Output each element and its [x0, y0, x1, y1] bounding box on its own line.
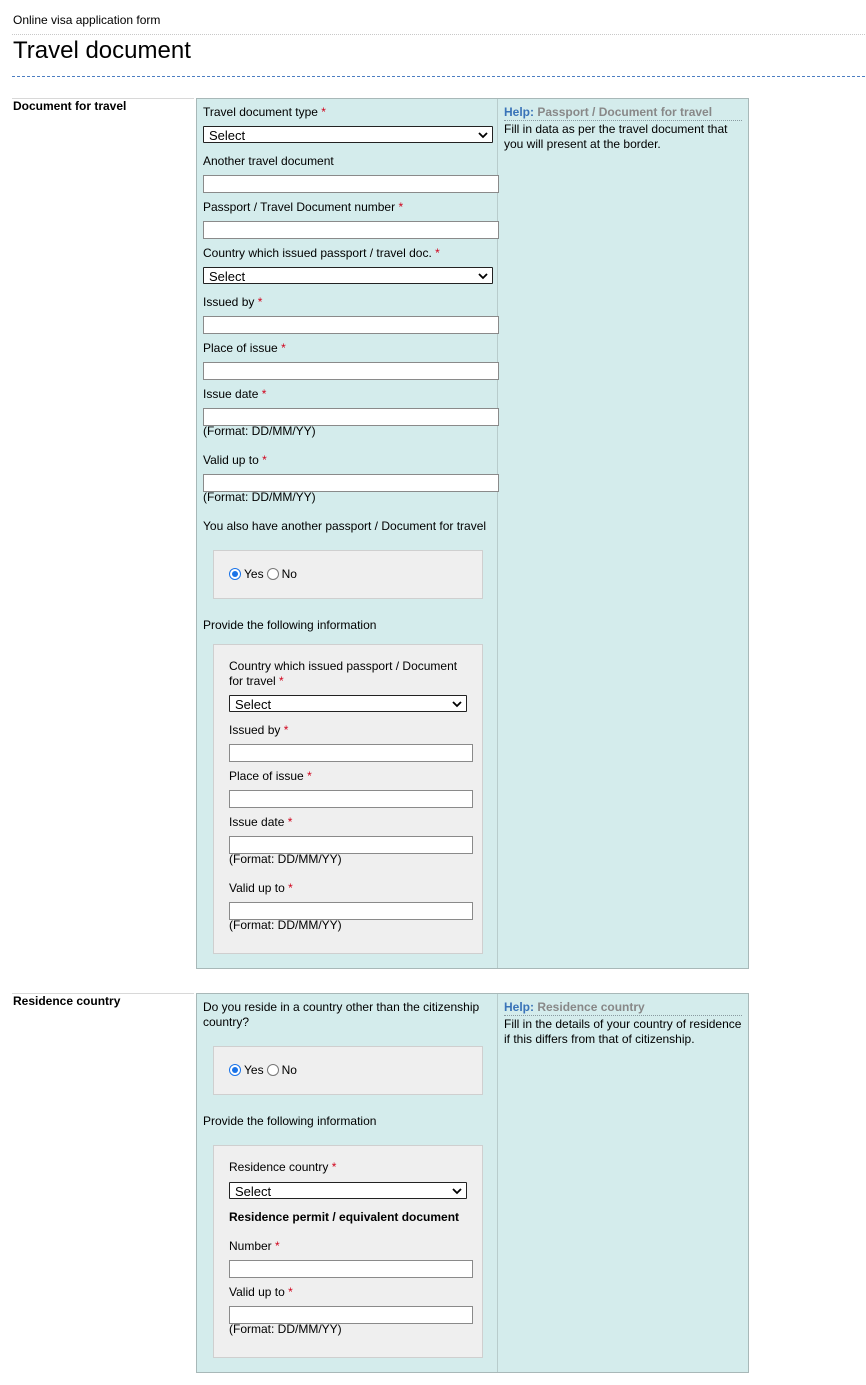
title-rule: [12, 76, 865, 77]
help-residence-country: [504, 994, 742, 1047]
radio-group-reside: [229, 1063, 297, 1077]
radio-yes-label: Yes: [244, 1063, 264, 1077]
radio-no-label: No: [281, 567, 297, 581]
permit-number-label: Number *: [229, 1239, 280, 1253]
page-title: Travel document: [13, 37, 191, 64]
doc-type-label: Travel document type *: [203, 105, 326, 119]
residence-permit-heading: Residence permit / equivalent document: [229, 1210, 460, 1224]
provide-info-label: Provide the following information: [203, 1114, 377, 1128]
radio-yes[interactable]: [229, 1064, 241, 1076]
residence-country-select[interactable]: Select: [229, 1182, 467, 1199]
help-text: Fill in data as per the travel document that you will present at the border.: [504, 122, 728, 151]
another-doc-label: Another travel document: [203, 154, 334, 168]
radio-no[interactable]: [267, 1064, 279, 1076]
chevron-down-icon: [451, 1184, 463, 1198]
issuing-country-label: Country which issued passport / travel doc. *: [203, 246, 440, 260]
second-issue-date-label: Issue date *: [229, 815, 293, 829]
reside-question: Do you reside in a country other than the citizenship country?: [203, 1000, 480, 1029]
passport-number-label: Passport / Travel Document number *: [203, 200, 404, 214]
radio-yes[interactable]: [229, 568, 241, 580]
chevron-down-icon: [451, 697, 463, 711]
issued-by-input[interactable]: [203, 316, 499, 334]
issued-by-label: Issued by *: [203, 295, 263, 309]
doc-type-select[interactable]: Select: [203, 126, 493, 143]
issuing-country-select[interactable]: Select: [203, 267, 493, 284]
issue-date-format-hint: (Format: DD/MM/YY): [203, 424, 316, 438]
place-of-issue-label: Place of issue *: [203, 341, 286, 355]
second-valid-up-to-format-hint: (Format: DD/MM/YY): [229, 918, 342, 932]
second-issue-date-format-hint: (Format: DD/MM/YY): [229, 852, 342, 866]
section-label-document-for-travel: Document for travel: [13, 99, 127, 113]
second-place-input[interactable]: [229, 790, 473, 808]
help-heading: Help: Residence country: [504, 1000, 742, 1016]
radio-group-another-passport: [229, 567, 297, 581]
help-heading: Help: Passport / Document for travel: [504, 105, 742, 121]
second-country-select[interactable]: Select: [229, 695, 467, 712]
reside-radio-box: [213, 1046, 483, 1095]
help-text: Fill in the details of your country of residence if this differs from that of citizenship.: [504, 1017, 742, 1046]
place-of-issue-input[interactable]: [203, 362, 499, 380]
provide-info-label: Provide the following information: [203, 618, 377, 632]
section-label-residence-country: Residence country: [13, 994, 121, 1008]
header-divider: [12, 34, 865, 35]
residence-details-box: [213, 1145, 483, 1358]
help-column-divider: [497, 994, 498, 1372]
travel-document-panel: [196, 98, 749, 969]
second-country-label: Country which issued passport / Document for travel *: [229, 659, 458, 688]
passport-number-input[interactable]: [203, 221, 499, 239]
chevron-down-icon: [477, 128, 489, 142]
chevron-down-icon: [477, 269, 489, 283]
permit-valid-up-to-format-hint: (Format: DD/MM/YY): [229, 1322, 342, 1336]
another-passport-question: You also have another passport / Document for travel: [203, 519, 487, 533]
radio-yes-label: Yes: [244, 567, 264, 581]
valid-up-to-format-hint: (Format: DD/MM/YY): [203, 490, 316, 504]
second-place-label: Place of issue *: [229, 769, 312, 783]
issue-date-label: Issue date *: [203, 387, 267, 401]
second-issued-by-input[interactable]: [229, 744, 473, 762]
second-issued-by-label: Issued by *: [229, 723, 289, 737]
another-doc-input[interactable]: [203, 175, 499, 193]
second-valid-up-to-label: Valid up to *: [229, 881, 293, 895]
radio-no[interactable]: [267, 568, 279, 580]
residence-country-panel: [196, 993, 749, 1373]
another-passport-radio-box: [213, 550, 483, 599]
second-passport-box: [213, 644, 483, 954]
permit-valid-up-to-label: Valid up to *: [229, 1285, 293, 1299]
app-title: Online visa application form: [13, 13, 161, 27]
radio-no-label: No: [281, 1063, 297, 1077]
valid-up-to-label: Valid up to *: [203, 453, 267, 467]
help-travel-document: [504, 99, 742, 152]
permit-number-input[interactable]: [229, 1260, 473, 1278]
residence-country-label: Residence country *: [229, 1160, 337, 1174]
